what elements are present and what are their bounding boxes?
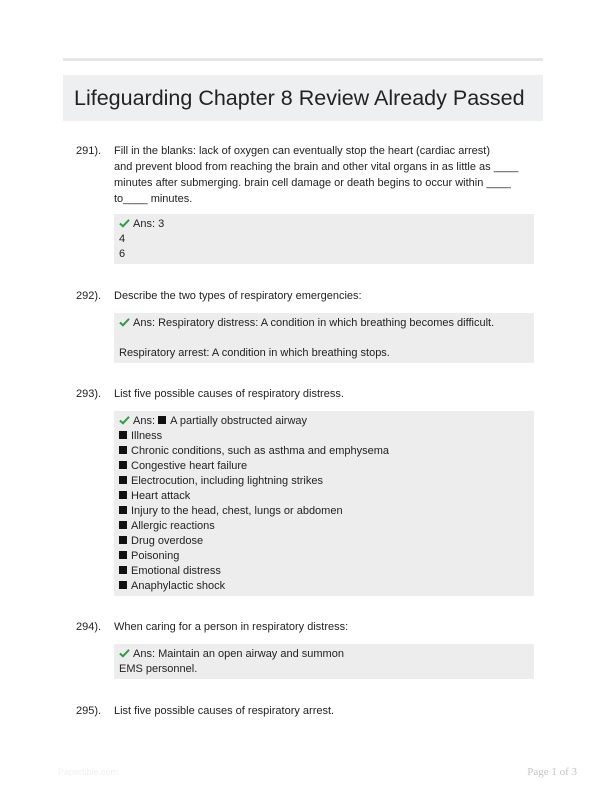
question-number: 295). [76, 705, 102, 717]
answer-line [119, 647, 529, 662]
answer-box-292 [114, 313, 534, 363]
answer-text: Ans: Respiratory distress: A condition in which breathing becomes difficult. [133, 317, 495, 329]
answer-bullet-text: Poisoning [131, 550, 180, 562]
square-bullet-icon [119, 506, 127, 514]
answer-bullet-text: Illness [131, 430, 163, 442]
question-number: 291). [76, 145, 102, 157]
question-number: 292). [76, 290, 102, 302]
question-text-line: List five possible causes of respiratory distress. [114, 388, 344, 400]
square-bullet-icon [119, 551, 127, 559]
top-rule [63, 58, 543, 61]
answer-bullet-text: Congestive heart failure [131, 460, 248, 472]
answer-text: Ans: Maintain an open airway and summon [133, 648, 344, 660]
question-text [114, 288, 514, 304]
square-bullet-icon [119, 521, 127, 529]
question-text-line: and prevent blood from reaching the brain and other vital organs in as little as ____ [114, 161, 519, 173]
question-text [114, 386, 514, 402]
answer-box-291 [114, 214, 534, 264]
answer-box-294 [114, 644, 534, 679]
page-number: Page 1 of 3 [527, 766, 577, 778]
question-text-line: When caring for a person in respiratory distress: [114, 621, 349, 633]
square-bullet-icon [119, 461, 127, 469]
answer-bullet-item [119, 489, 529, 504]
answer-bullet-item [119, 579, 529, 594]
square-bullet-icon [119, 566, 127, 574]
answer-text: Ans: 3 [133, 218, 165, 230]
answer-bullet-item [119, 504, 529, 519]
answer-bullet-text: Chronic conditions, such as asthma and emphysema [131, 445, 390, 457]
square-bullet-icon [119, 446, 127, 454]
answer-bullet-text: Drug overdose [131, 535, 204, 547]
check-icon [119, 415, 130, 425]
answer-bullet-item [119, 444, 529, 459]
answer-line [119, 414, 529, 429]
question-number: 293). [76, 388, 102, 400]
question-text [114, 703, 514, 719]
answer-bullet-item [119, 474, 529, 489]
answer-bullet-item [119, 519, 529, 534]
answer-bullet-text: Electrocution, including lightning strikes [131, 475, 323, 487]
footer-watermark: Papertible.com [58, 767, 119, 777]
answer-line [119, 316, 529, 331]
answer-bullet-text: Emotional distress [131, 565, 221, 577]
square-bullet-icon [119, 536, 127, 544]
square-bullet-icon [158, 416, 166, 424]
answer-bullet-item [119, 564, 529, 579]
answer-line: 4 [119, 233, 126, 245]
question-text-line: minutes after submerging. brain cell damage or death begins to occur within ____ [114, 177, 511, 189]
answer-bullet-item [119, 534, 529, 549]
question-number: 294). [76, 621, 102, 633]
answer-line: Respiratory arrest: A condition in which breathing stops. [119, 347, 390, 359]
check-icon [119, 218, 130, 228]
square-bullet-icon [119, 476, 127, 484]
question-text-line: Describe the two types of respiratory emergencies: [114, 290, 362, 302]
answer-line: 6 [119, 248, 126, 260]
answer-bullet-text: Injury to the head, chest, lungs or abdomen [131, 505, 343, 517]
answer-line [119, 217, 529, 232]
answer-text: Ans: [133, 415, 156, 427]
page-title: Lifeguarding Chapter 8 Review Already Passed [74, 86, 525, 110]
square-bullet-icon [119, 491, 127, 499]
square-bullet-icon [119, 581, 127, 589]
answer-bullet-text: Allergic reactions [131, 520, 215, 532]
question-text-line: Fill in the blanks: lack of oxygen can eventually stop the heart (cardiac arrest) [114, 145, 491, 157]
answer-line: EMS personnel. [119, 663, 198, 675]
question-text [114, 619, 514, 635]
answer-line [119, 331, 529, 346]
check-icon [119, 317, 130, 327]
answer-bullet-text: Heart attack [131, 490, 191, 502]
check-icon [119, 648, 130, 658]
answer-bullet-item [119, 459, 529, 474]
answer-bullet-item [119, 549, 529, 564]
title-banner [63, 75, 543, 121]
question-text [114, 143, 519, 207]
answer-bullet-text: A partially obstructed airway [170, 415, 308, 427]
question-text-line: to____ minutes. [114, 193, 193, 205]
answer-bullet-text: Anaphylactic shock [131, 580, 226, 592]
answer-box-293 [114, 411, 534, 596]
answer-bullet-item [119, 429, 529, 444]
question-text-line: List five possible causes of respiratory arrest. [114, 705, 335, 717]
square-bullet-icon [119, 431, 127, 439]
